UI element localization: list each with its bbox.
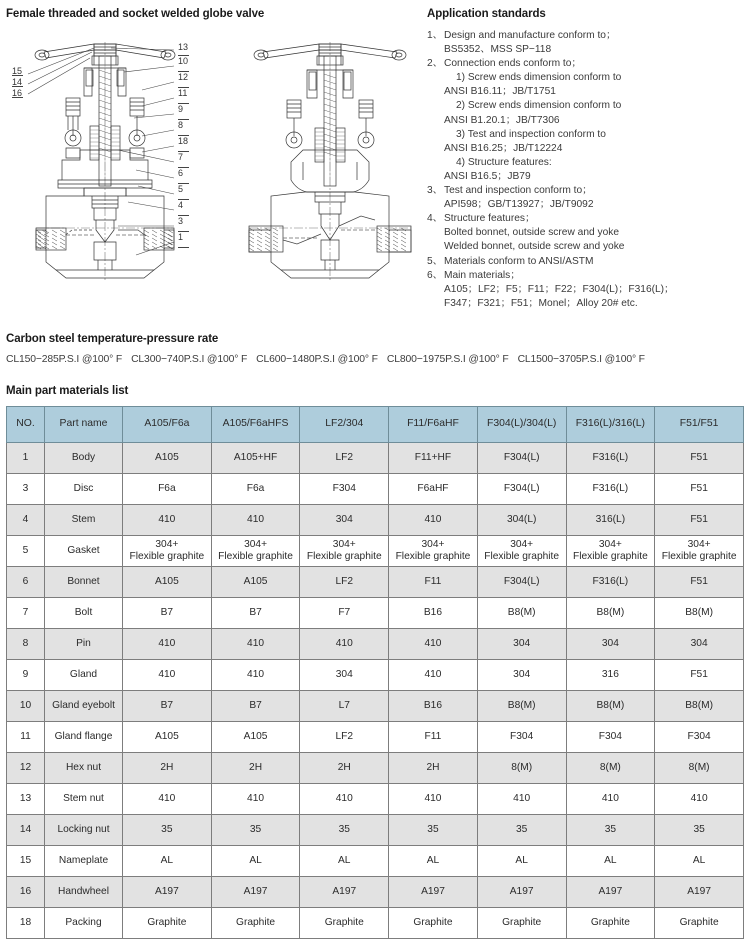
material-cell: F7 <box>300 597 389 628</box>
part-name: Stem <box>45 504 123 535</box>
material-cell: 2H <box>389 752 478 783</box>
material-line-1: 304+ <box>421 538 445 550</box>
standard-line: A105；LF2；F5；F11；F22；F304(L)；F316(L)； <box>444 283 675 295</box>
material-cell: 304 <box>655 628 744 659</box>
top-section <box>0 0 750 311</box>
table-column-header: A105/F6aHFS <box>211 406 300 442</box>
material-cell: AL <box>477 845 566 876</box>
material-line-2: Flexible graphite <box>484 550 560 562</box>
application-standards-panel <box>425 8 750 311</box>
material-cell: B16 <box>389 597 478 628</box>
standard-number: 3、 <box>427 185 443 197</box>
material-line-2: Flexible graphite <box>129 550 205 562</box>
part-name: Bolt <box>45 597 123 628</box>
standard-line: BS5352、MSS SP−118 <box>444 44 552 56</box>
material-cell: 410 <box>123 628 212 659</box>
part-name: Locking nut <box>45 814 123 845</box>
material-cell: 304 <box>300 659 389 690</box>
material-cell: 8(M) <box>655 752 744 783</box>
material-cell: AL <box>300 845 389 876</box>
material-line-1: 304+ <box>598 538 622 550</box>
material-cell: 410 <box>123 504 212 535</box>
table-body <box>7 442 744 938</box>
table-row <box>7 566 744 597</box>
material-cell: F316(L) <box>566 473 655 504</box>
material-cell: 316 <box>566 659 655 690</box>
materials-table <box>6 406 744 939</box>
material-line-2: Flexible graphite <box>395 550 471 562</box>
standard-text <box>444 269 750 311</box>
callout-18: 18 <box>178 136 189 152</box>
material-cell <box>477 535 566 566</box>
material-cell: 2H <box>300 752 389 783</box>
material-cell: 304(L) <box>477 504 566 535</box>
table-row <box>7 752 744 783</box>
callout-7: 7 <box>178 152 189 168</box>
standard-line: Test and inspection conform to； <box>444 185 593 197</box>
row-number: 13 <box>7 783 45 814</box>
callout-14: 14 <box>12 77 23 87</box>
table-row <box>7 535 744 566</box>
material-cell: Graphite <box>300 907 389 938</box>
standard-item <box>427 212 750 254</box>
valve-drawings <box>6 30 425 300</box>
material-cell: F304(L) <box>477 473 566 504</box>
socket-weld-valve-svg <box>235 30 425 295</box>
standard-number: 5、 <box>427 255 443 267</box>
application-standards-list <box>427 29 750 311</box>
material-cell: 2H <box>123 752 212 783</box>
table-row <box>7 783 744 814</box>
part-name: Gland <box>45 659 123 690</box>
socket-weld-valve-drawing <box>235 30 425 300</box>
part-name: Body <box>45 442 123 473</box>
table-column-header: A105/F6a <box>123 406 212 442</box>
material-cell: 304 <box>566 628 655 659</box>
row-number: 18 <box>7 907 45 938</box>
standard-number: 2、 <box>427 58 443 70</box>
standard-line: 3) Test and inspection conform to <box>456 128 606 140</box>
table-column-header: F316(L)/316(L) <box>566 406 655 442</box>
material-cell: A197 <box>566 876 655 907</box>
callout-3: 3 <box>178 216 189 232</box>
standard-number: 6、 <box>427 269 443 281</box>
callout-1: 1 <box>178 232 189 248</box>
part-name: Disc <box>45 473 123 504</box>
material-cell: 410 <box>566 783 655 814</box>
material-line-2: Flexible graphite <box>572 550 648 562</box>
material-line-2: Flexible graphite <box>218 550 293 562</box>
material-cell: F11 <box>389 566 478 597</box>
material-cell: AL <box>389 845 478 876</box>
material-cell: LF2 <box>300 721 389 752</box>
material-cell: 316(L) <box>566 504 655 535</box>
callout-4: 4 <box>178 200 189 216</box>
material-cell: A197 <box>477 876 566 907</box>
row-number: 11 <box>7 721 45 752</box>
pressure-rate-values <box>6 354 750 365</box>
pressure-rating: CL1500−3705P.S.I @100° F <box>517 353 645 365</box>
material-cell: 410 <box>211 659 300 690</box>
row-number: 8 <box>7 628 45 659</box>
material-cell: F6aHF <box>389 473 478 504</box>
material-cell: 410 <box>389 628 478 659</box>
table-row <box>7 504 744 535</box>
material-cell: B8(M) <box>566 690 655 721</box>
standard-line: 4) Structure features: <box>456 156 552 168</box>
material-cell: F11+HF <box>389 442 478 473</box>
material-cell: 410 <box>123 783 212 814</box>
pressure-rate-title: Carbon steel temperature-pressure rate <box>6 332 219 345</box>
material-cell: F304(L) <box>477 566 566 597</box>
table-row <box>7 814 744 845</box>
material-cell: A105 <box>123 442 212 473</box>
material-cell: A105 <box>123 566 212 597</box>
row-number: 1 <box>7 442 45 473</box>
standard-line: ANSI B16.25；JB/T12224 <box>444 142 563 154</box>
table-row <box>7 659 744 690</box>
material-cell: B8(M) <box>655 690 744 721</box>
material-cell: AL <box>211 845 300 876</box>
material-cell: 410 <box>211 783 300 814</box>
page-title: Female threaded and socket welded globe valve <box>6 8 265 20</box>
standard-line: Bolted bonnet, outside screw and yoke <box>444 227 619 239</box>
row-number: 16 <box>7 876 45 907</box>
material-cell: Graphite <box>211 907 300 938</box>
table-row <box>7 845 744 876</box>
standard-number: 1、 <box>427 30 443 41</box>
material-cell: Graphite <box>566 907 655 938</box>
material-cell: F51 <box>655 442 744 473</box>
row-number: 9 <box>7 659 45 690</box>
material-cell: 304 <box>300 504 389 535</box>
row-number: 15 <box>7 845 45 876</box>
standard-item <box>427 29 750 57</box>
table-column-header: F304(L)/304(L) <box>477 406 566 442</box>
part-name: Gland eyebolt <box>45 690 123 721</box>
table-column-header: Part name <box>45 406 123 442</box>
material-cell: 410 <box>477 783 566 814</box>
part-name: Hex nut <box>45 752 123 783</box>
callout-group-right <box>178 42 189 248</box>
material-cell: B8(M) <box>566 597 655 628</box>
part-name: Stem nut <box>45 783 123 814</box>
material-cell: AL <box>566 845 655 876</box>
pressure-rating: CL300−740P.S.I @100° F <box>131 353 248 365</box>
material-cell: AL <box>655 845 744 876</box>
material-cell: F304 <box>655 721 744 752</box>
material-cell: L7 <box>300 690 389 721</box>
callout-6: 6 <box>178 168 189 184</box>
material-cell: A197 <box>389 876 478 907</box>
row-number: 12 <box>7 752 45 783</box>
material-cell: 410 <box>389 783 478 814</box>
callout-9: 9 <box>178 104 189 120</box>
materials-table-title: Main part materials list <box>6 384 129 397</box>
material-cell: A105 <box>211 721 300 752</box>
table-column-header: F51/F51 <box>655 406 744 442</box>
row-number: 7 <box>7 597 45 628</box>
material-cell: Graphite <box>123 907 212 938</box>
standard-line: 2) Screw ends dimension conform to <box>456 100 622 112</box>
standard-text <box>444 29 750 57</box>
material-cell: 410 <box>300 628 389 659</box>
material-line-2: Flexible graphite <box>661 550 737 562</box>
standard-line: 1) Screw ends dimension conform to <box>456 72 622 84</box>
material-cell <box>123 535 212 566</box>
callout-16: 16 <box>12 88 23 98</box>
material-cell <box>389 535 478 566</box>
pressure-rating: CL600−1480P.S.I @100° F <box>256 353 378 365</box>
material-cell: F6a <box>123 473 212 504</box>
material-cell: 410 <box>211 504 300 535</box>
material-cell: B7 <box>211 597 300 628</box>
table-column-header: F11/F6aHF <box>389 406 478 442</box>
material-line-2: Flexible graphite <box>306 550 382 562</box>
material-cell: F304 <box>566 721 655 752</box>
material-cell: Graphite <box>389 907 478 938</box>
material-cell: 35 <box>477 814 566 845</box>
row-number: 4 <box>7 504 45 535</box>
material-cell: F11 <box>389 721 478 752</box>
material-cell: AL <box>123 845 212 876</box>
table-row <box>7 473 744 504</box>
standard-line: F347；F321；F51；Monel；Alloy 20# etc. <box>444 297 638 309</box>
material-cell: F6a <box>211 473 300 504</box>
table-header-row <box>7 406 744 442</box>
table-row <box>7 628 744 659</box>
material-cell: B8(M) <box>477 690 566 721</box>
material-cell: F316(L) <box>566 442 655 473</box>
standard-item <box>427 57 750 184</box>
standard-item <box>427 255 750 269</box>
standard-item <box>427 184 750 212</box>
callout-12: 12 <box>178 72 189 88</box>
part-name: Gland flange <box>45 721 123 752</box>
material-cell: A105 <box>211 566 300 597</box>
row-number: 3 <box>7 473 45 504</box>
pressure-rating: CL800−1975P.S.I @100° F <box>386 353 509 365</box>
pressure-rating: CL150−285P.S.I @100° F <box>6 353 123 365</box>
standard-number: 4、 <box>427 213 443 225</box>
callout-8: 8 <box>178 120 189 136</box>
material-cell: 2H <box>211 752 300 783</box>
material-cell: F304 <box>300 473 389 504</box>
material-cell <box>211 535 300 566</box>
standard-line: Welded bonnet, outside screw and yoke <box>444 241 625 253</box>
part-name: Nameplate <box>45 845 123 876</box>
material-cell <box>655 535 744 566</box>
standard-line: Main materials； <box>444 269 521 281</box>
row-number: 6 <box>7 566 45 597</box>
material-cell: LF2 <box>300 442 389 473</box>
material-cell: F51 <box>655 566 744 597</box>
material-cell: 410 <box>300 783 389 814</box>
standard-item <box>427 269 750 311</box>
material-cell: B7 <box>123 597 212 628</box>
table-column-header: NO. <box>7 406 45 442</box>
table-column-header: LF2/304 <box>300 406 389 442</box>
material-cell: 8(M) <box>477 752 566 783</box>
drawing-panel <box>0 8 425 311</box>
material-cell: 35 <box>566 814 655 845</box>
material-cell: A197 <box>300 876 389 907</box>
material-cell: A197 <box>123 876 212 907</box>
table-row <box>7 721 744 752</box>
material-cell: A197 <box>655 876 744 907</box>
material-cell: F51 <box>655 473 744 504</box>
material-cell: LF2 <box>300 566 389 597</box>
material-cell: 35 <box>300 814 389 845</box>
part-name: Bonnet <box>45 566 123 597</box>
material-cell: 35 <box>123 814 212 845</box>
material-line-1: 304+ <box>687 538 711 550</box>
material-cell: A105 <box>123 721 212 752</box>
table-row <box>7 690 744 721</box>
standard-line: Materials conform to ANSI/ASTM <box>444 255 594 267</box>
part-name: Gasket <box>45 535 123 566</box>
material-cell: B7 <box>211 690 300 721</box>
material-cell: Graphite <box>477 907 566 938</box>
material-cell: F316(L) <box>566 566 655 597</box>
material-cell: 35 <box>211 814 300 845</box>
material-cell: B8(M) <box>655 597 744 628</box>
material-cell: 410 <box>123 659 212 690</box>
callout-15: 15 <box>12 66 23 76</box>
material-cell <box>566 535 655 566</box>
row-number: 10 <box>7 690 45 721</box>
standard-line: API598；GB/T13927；JB/T9092 <box>444 199 594 211</box>
material-line-1: 304+ <box>244 538 268 550</box>
material-cell: B8(M) <box>477 597 566 628</box>
standard-line: Structure features； <box>444 213 536 225</box>
material-cell: A105+HF <box>211 442 300 473</box>
callout-11: 11 <box>178 88 189 104</box>
material-line-1: 304+ <box>332 538 356 550</box>
part-name: Packing <box>45 907 123 938</box>
material-cell: F304(L) <box>477 442 566 473</box>
standard-text <box>444 212 750 254</box>
callout-10: 10 <box>178 56 189 72</box>
material-cell: B7 <box>123 690 212 721</box>
part-name: Pin <box>45 628 123 659</box>
threaded-valve-drawing <box>6 30 221 300</box>
application-standards-title: Application standards <box>427 8 546 20</box>
material-cell: 8(M) <box>566 752 655 783</box>
material-cell: F51 <box>655 659 744 690</box>
material-cell: Graphite <box>655 907 744 938</box>
material-cell: 35 <box>655 814 744 845</box>
row-number: 14 <box>7 814 45 845</box>
standard-line: ANSI B1.20.1；JB/T7306 <box>444 114 560 126</box>
material-cell: 304 <box>477 659 566 690</box>
material-cell: 304 <box>477 628 566 659</box>
callout-13: 13 <box>178 42 189 56</box>
material-line-1: 304+ <box>155 538 179 550</box>
table-row <box>7 876 744 907</box>
table-row <box>7 597 744 628</box>
row-number: 5 <box>7 535 45 566</box>
part-name: Handwheel <box>45 876 123 907</box>
material-cell: 410 <box>389 504 478 535</box>
material-cell <box>300 535 389 566</box>
material-cell: 35 <box>389 814 478 845</box>
material-line-1: 304+ <box>510 538 534 550</box>
materials-table-section <box>0 385 750 939</box>
standard-line: ANSI B16.5；JB79 <box>444 170 531 182</box>
standard-text <box>444 57 750 184</box>
table-row <box>7 907 744 938</box>
material-cell: F51 <box>655 504 744 535</box>
material-cell: A197 <box>211 876 300 907</box>
standard-line: Design and manufacture conform to； <box>444 30 617 41</box>
material-cell: 410 <box>211 628 300 659</box>
standard-text <box>444 184 750 212</box>
standard-line: Connection ends conform to； <box>444 58 582 70</box>
material-cell: B16 <box>389 690 478 721</box>
callout-group-left <box>12 66 23 98</box>
material-cell: 410 <box>655 783 744 814</box>
callout-5: 5 <box>178 184 189 200</box>
material-cell: F304 <box>477 721 566 752</box>
material-cell: 410 <box>389 659 478 690</box>
standard-text <box>444 255 750 269</box>
standard-line: ANSI B16.11；JB/T1751 <box>444 86 556 98</box>
table-row <box>7 442 744 473</box>
table-header <box>7 406 744 442</box>
pressure-rate-section <box>0 333 750 365</box>
